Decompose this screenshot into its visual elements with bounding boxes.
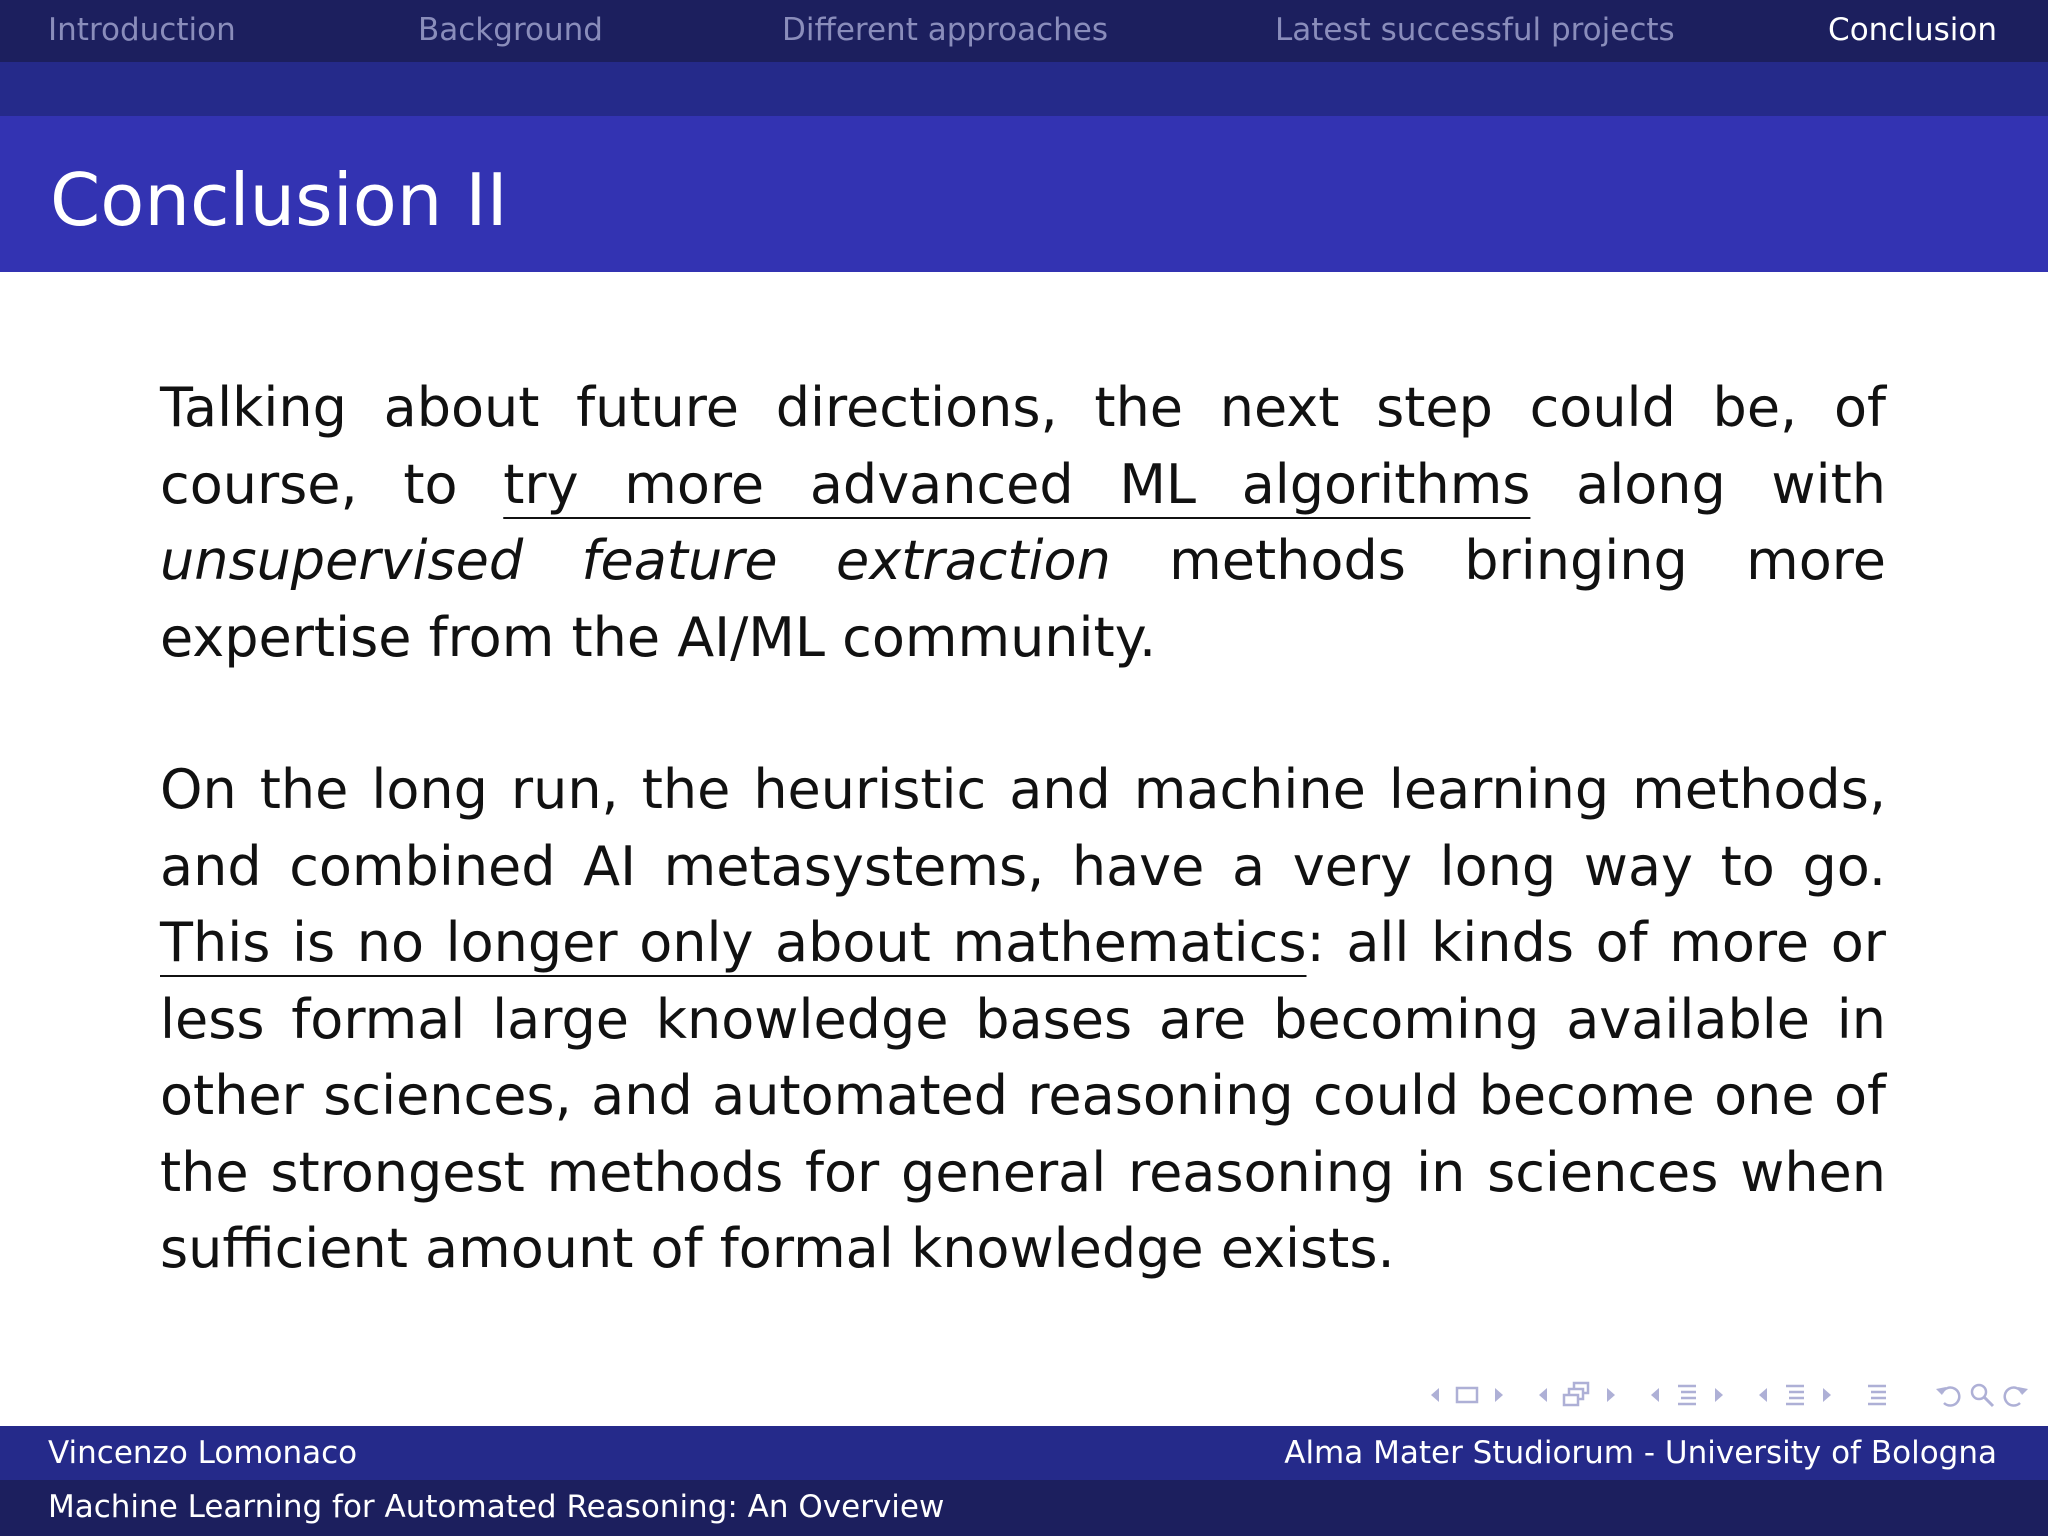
redo-icon[interactable] (2000, 1378, 2030, 1412)
frame-title: Conclusion II (50, 158, 508, 242)
paragraph-long-run (160, 752, 1886, 1288)
appendix-nav-group (1864, 1378, 1890, 1412)
footer-short-title: Machine Learning for Automated Reasoning: An Overview (48, 1489, 945, 1525)
p1-text-2: along with (1530, 452, 1886, 516)
footer-title-bar (0, 1480, 2048, 1536)
footer-author-bar (0, 1426, 2048, 1480)
nav-item-conclusion[interactable]: Conclusion (1828, 12, 1997, 48)
section-navigation-bar (0, 0, 2048, 62)
search-icon[interactable] (1968, 1378, 1996, 1412)
arrow-left-icon[interactable] (1428, 1378, 1442, 1412)
p1-text-1: Talking about future directions, the next step could be, of course, to (160, 376, 1886, 516)
frame-icon[interactable] (1454, 1378, 1480, 1412)
section-icon[interactable] (1674, 1378, 1700, 1412)
search-nav-group (1934, 1378, 2030, 1412)
arrow-right-icon[interactable] (1820, 1378, 1834, 1412)
slide-body (160, 370, 1886, 1288)
frame-title-bar (0, 116, 2048, 272)
nav-item-different-approaches[interactable]: Different approaches (782, 12, 1108, 48)
paragraph-future-directions (160, 370, 1886, 676)
arrow-left-icon[interactable] (1536, 1378, 1550, 1412)
document-nav-group (1756, 1378, 1834, 1412)
section-nav-group (1648, 1378, 1726, 1412)
nav-item-background[interactable]: Background (418, 12, 603, 48)
p1-text-3: methods bringing more expertise from the AI/ML community. (160, 529, 1886, 669)
undo-icon[interactable] (1934, 1378, 1964, 1412)
p2-text-2: : all kinds of more or less formal large knowledge bases are becoming available in other sciences, and automated reasoning could become one of the strongest methods for general reasoning in sciences when sufficient amount of formal knowledge exists. (160, 911, 1886, 1280)
navigation-symbols (1398, 1378, 2030, 1412)
nav-item-introduction[interactable]: Introduction (48, 12, 236, 48)
arrow-right-icon[interactable] (1492, 1378, 1506, 1412)
subsection-icon[interactable] (1562, 1378, 1592, 1412)
document-icon[interactable] (1782, 1378, 1808, 1412)
p2-underlined-not-only-mathematics: This is no longer only about mathematics (160, 911, 1307, 974)
arrow-left-icon[interactable] (1648, 1378, 1662, 1412)
nav-item-latest-successful-projects[interactable]: Latest successful projects (1275, 12, 1675, 48)
subsection-bar (0, 62, 2048, 116)
p2-text-1: On the long run, the heuristic and machine learning methods, and combined AI metasystems, have a very long way to go. (160, 758, 1886, 898)
subsection-nav-group (1536, 1378, 1618, 1412)
appendix-icon[interactable] (1864, 1378, 1890, 1412)
frame-nav-group (1428, 1378, 1506, 1412)
p1-underlined-ml-algorithms: try more advanced ML algorithms (503, 452, 1531, 516)
arrow-right-icon[interactable] (1712, 1378, 1726, 1412)
p1-italic-feature-extraction: unsupervised feature extraction (160, 529, 1111, 592)
arrow-right-icon[interactable] (1604, 1378, 1618, 1412)
footer-institute: Alma Mater Studiorum - University of Bologna (1284, 1435, 1997, 1471)
arrow-left-icon[interactable] (1756, 1378, 1770, 1412)
footer-author: Vincenzo Lomonaco (48, 1435, 358, 1471)
